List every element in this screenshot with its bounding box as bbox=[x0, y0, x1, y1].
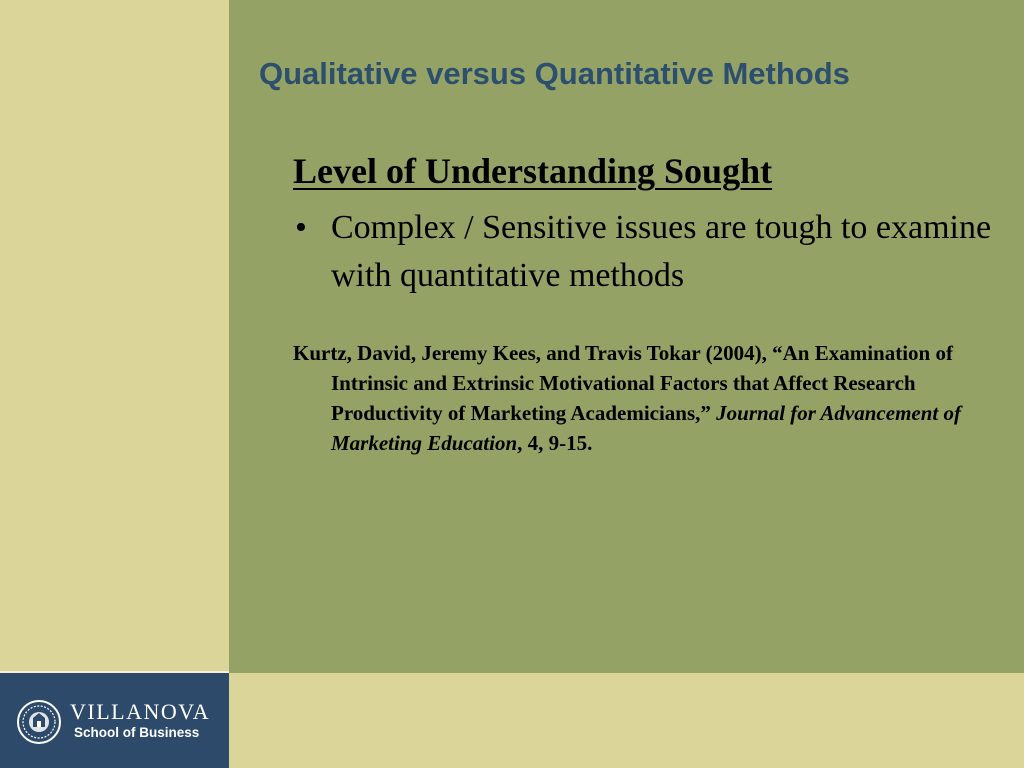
university-seal-icon bbox=[16, 699, 62, 745]
bullet-item bbox=[293, 204, 1001, 300]
bullet-text: Complex / Sensitive issues are tough to examine with quantitative methods bbox=[331, 209, 992, 294]
slide-title: Qualitative versus Quantitative Methods bbox=[259, 56, 850, 91]
logo-subtitle: School of Business bbox=[74, 725, 200, 740]
citation-reference bbox=[293, 338, 981, 458]
citation-authors-title: Kurtz, David, Jeremy Kees, and Travis Tokar (2004), “An Examination of Intrinsic and Extrinsic Motivational Factors that Affect Research Productivity of Marketing Academicians,” bbox=[293, 341, 953, 425]
section-heading: Level of Understanding Sought bbox=[293, 151, 773, 191]
villanova-logo bbox=[0, 671, 229, 768]
bullet-marker: • bbox=[295, 209, 307, 246]
citation-journal: Journal for Advancement of Marketing Education bbox=[331, 401, 961, 455]
logo-name: VILLANOVA bbox=[70, 699, 211, 724]
left-sidebar-panel bbox=[0, 0, 229, 768]
bullet-list bbox=[293, 204, 993, 300]
citation-details: , 4, 9-15. bbox=[517, 431, 593, 455]
slide-content bbox=[293, 148, 993, 458]
bottom-footer-strip bbox=[229, 673, 1024, 768]
